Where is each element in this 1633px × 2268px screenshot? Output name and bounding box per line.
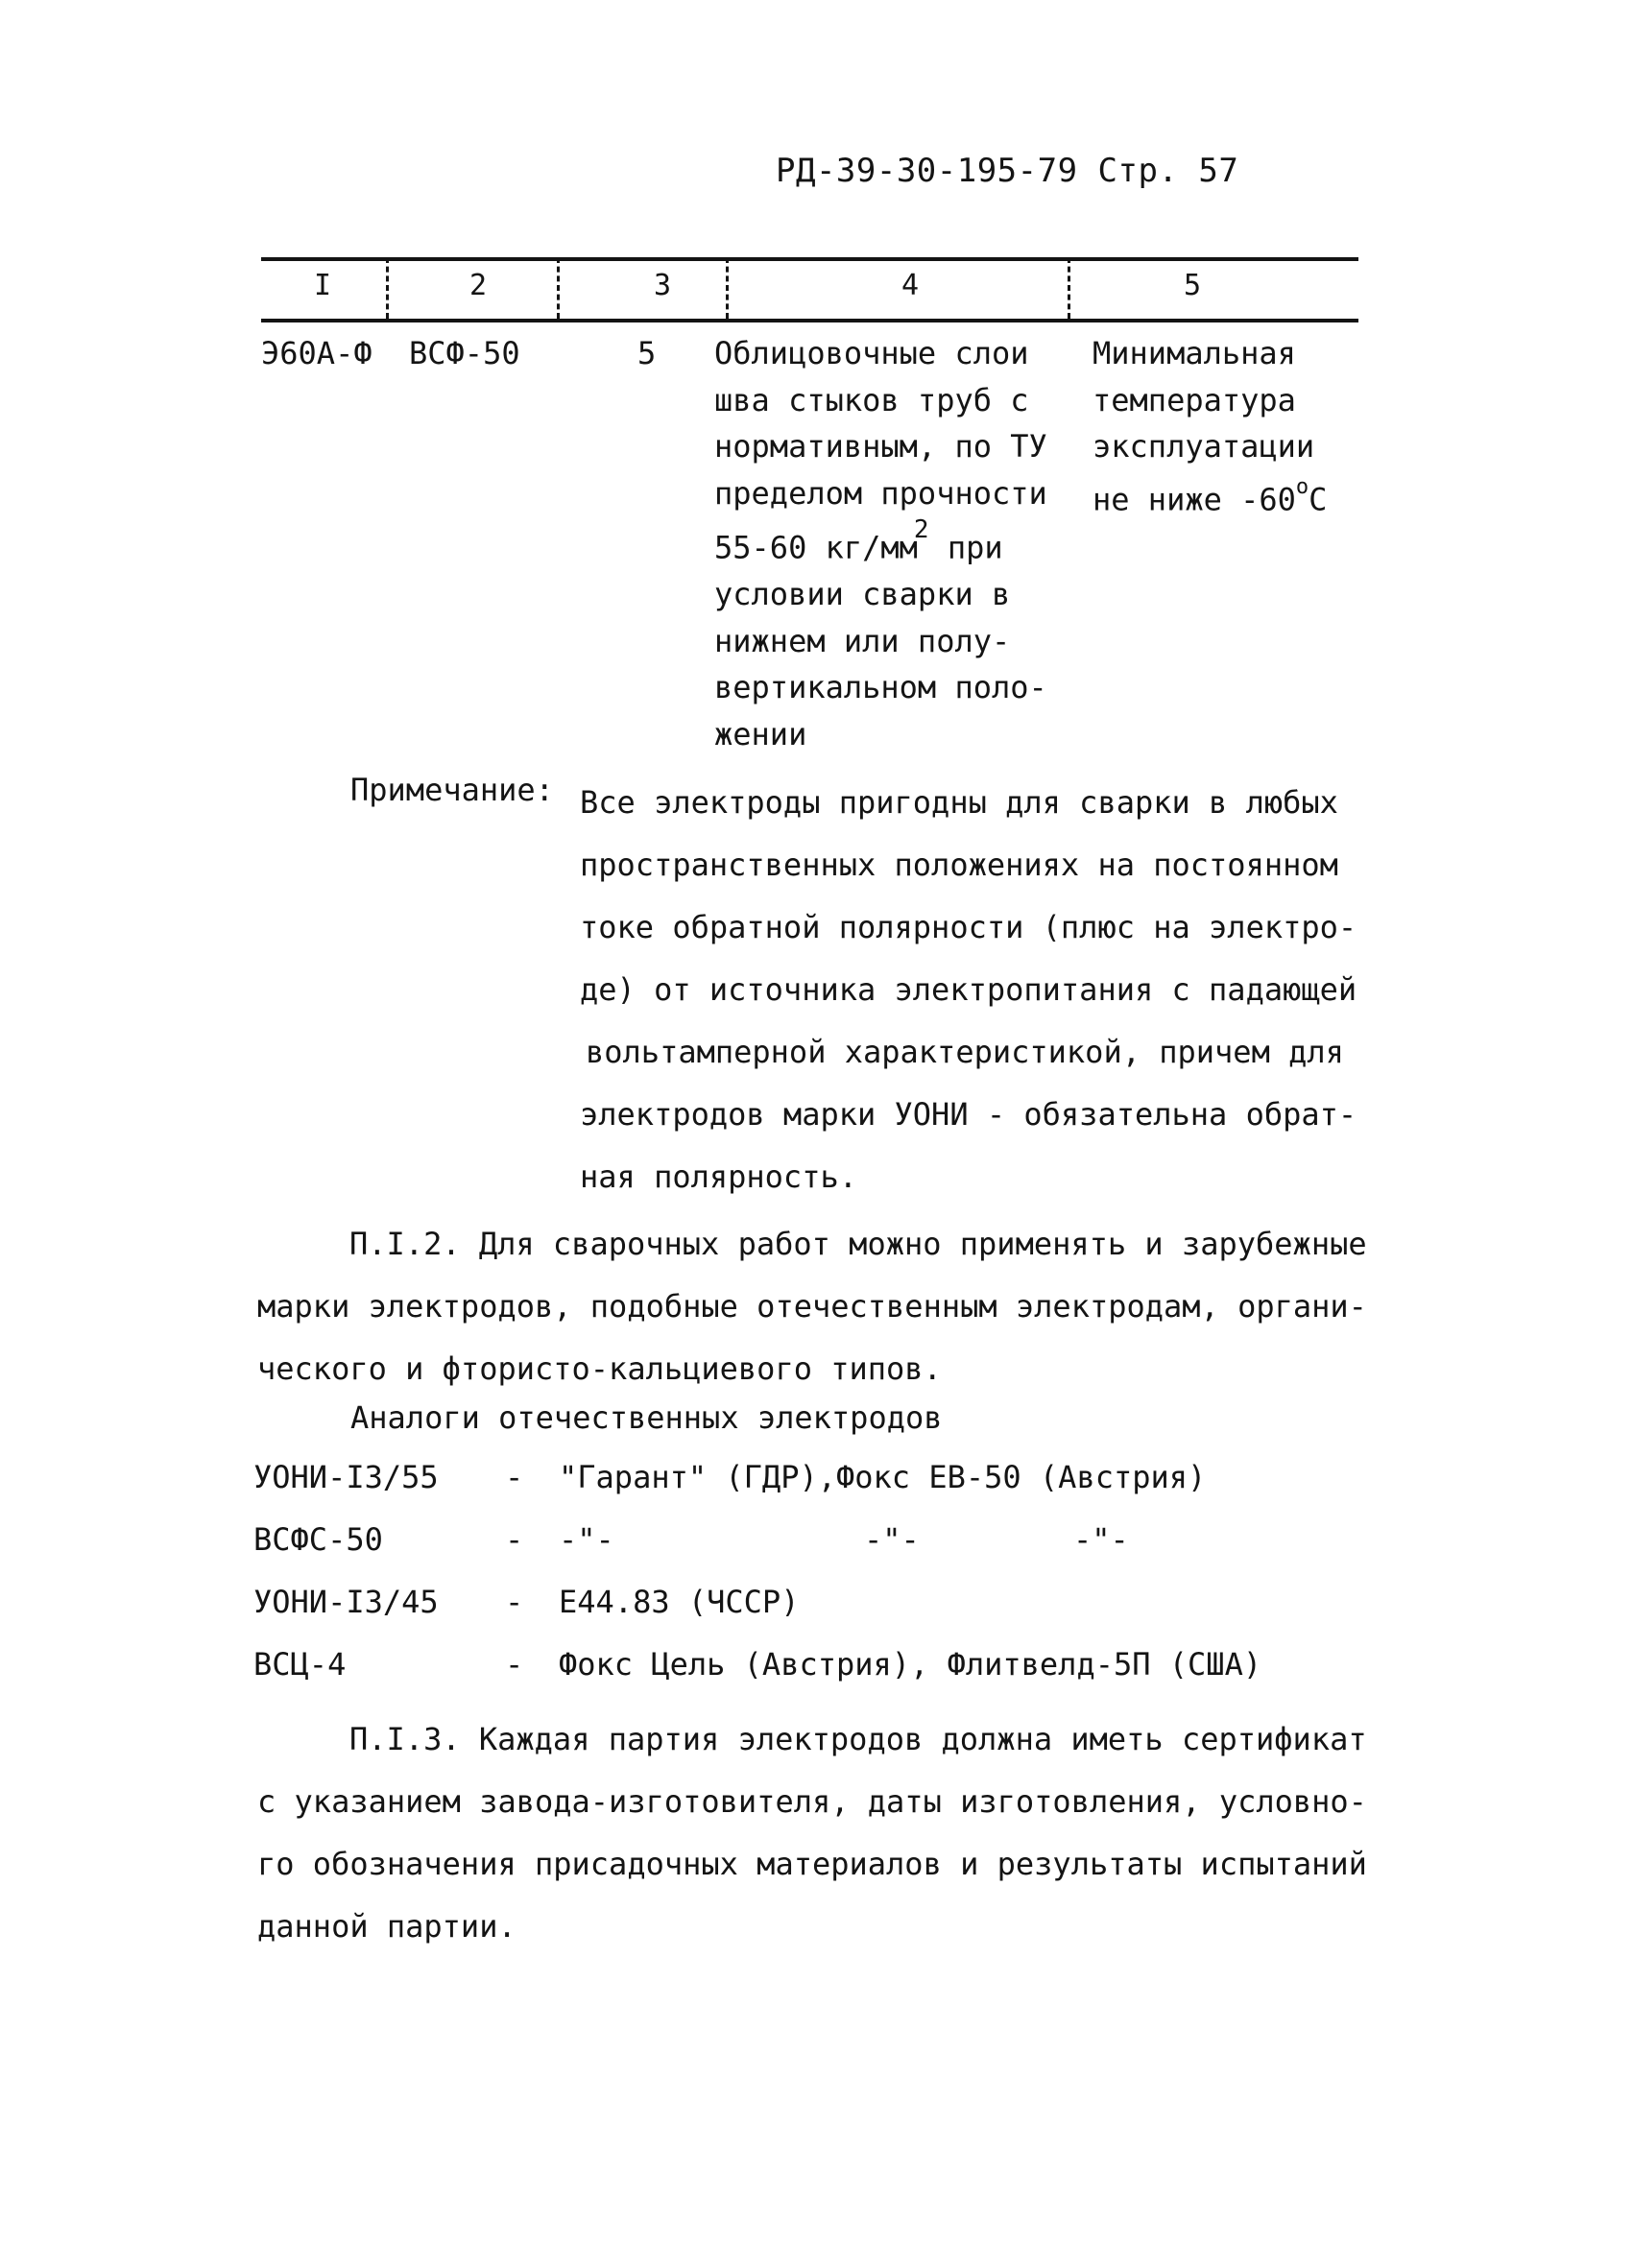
min-temperature: не ниже -60: [1093, 481, 1296, 518]
cell-purpose-line: вертикальном поло-: [714, 669, 1047, 706]
analog-dash: -: [505, 1584, 524, 1620]
paragraph-line: данной партии.: [257, 1908, 516, 1945]
analog-row: [253, 1646, 1357, 1708]
note-line: де) от источника электропитания с падающей: [580, 971, 1357, 1008]
col-divider: [557, 257, 560, 319]
analog-foreign-names: Фокс Цель (Австрия), Флитвелд-5П (США): [559, 1646, 1262, 1683]
paragraph-line: го обозначения присадочных материалов и результаты испытаний: [257, 1846, 1367, 1882]
analog-dash: -: [505, 1459, 524, 1495]
analog-domestic-name: ВСФС-50: [253, 1521, 383, 1558]
electrode-table: [261, 257, 1358, 756]
cell-electrode-brand: ВСФ-50: [409, 335, 520, 371]
analog-domestic-name: ВСЦ-4: [253, 1646, 347, 1683]
cell-remarks-line: эксплуатации: [1093, 428, 1315, 465]
analog-row: [253, 1584, 1357, 1646]
column-header-4: 4: [901, 269, 920, 302]
column-header-5: 5: [1183, 269, 1202, 302]
cell-purpose-line: нижнем или полу-: [714, 622, 1011, 659]
column-header-1: I: [313, 269, 332, 302]
table-top-rule: [261, 257, 1358, 261]
cell-purpose-line: Облицовочные слои: [714, 335, 1029, 371]
paragraph-1-1-3: [257, 1708, 1367, 1958]
analog-domestic-name: УОНИ-I3/55: [253, 1459, 439, 1495]
col-divider: [726, 257, 729, 319]
cell-purpose-line: жении: [714, 715, 807, 752]
paragraph-line: П.I.3. Каждая партия электродов должна иметь сертификат: [349, 1721, 1367, 1757]
note-line: ная полярность.: [580, 1158, 857, 1195]
cell-purpose-line: нормативным, по ТУ: [714, 428, 1047, 465]
cell-purpose-line: условии сварки в: [714, 576, 1011, 613]
paragraph-line: П.I.2. Для сварочных работ можно применять и зарубежные: [349, 1226, 1367, 1262]
col-divider: [386, 257, 389, 319]
cell-remarks-line-temp: [1093, 470, 1327, 523]
column-header-2: 2: [468, 269, 488, 302]
analog-dash: -: [505, 1646, 524, 1683]
degree-symbol: о: [1295, 474, 1309, 499]
analog-row: [253, 1521, 1357, 1584]
table-header-rule: [261, 319, 1358, 322]
col-divider: [1068, 257, 1070, 319]
ditto-mark: -"-: [559, 1521, 614, 1558]
note-line: токе обратной полярности (плюс на электро-: [580, 909, 1357, 945]
cell-diameter: 5: [637, 335, 657, 371]
paragraph-line: марки электродов, подобные отечественным электродам, органи-: [257, 1288, 1367, 1325]
ditto-mark: -"-: [1073, 1521, 1129, 1558]
temperature-unit: С: [1309, 481, 1328, 518]
cell-electrode-type: Э60А-Ф: [261, 335, 372, 371]
superscript-two: 2: [913, 515, 929, 544]
column-header-3: 3: [653, 269, 672, 302]
note-line: электродов марки УОНИ - обязательна обрат-: [580, 1096, 1357, 1133]
cell-purpose-line-strength: [714, 516, 1047, 571]
analog-row: [253, 1459, 1357, 1521]
cell-purpose: [714, 330, 1047, 757]
ditto-mark: -"-: [864, 1521, 920, 1558]
paragraph-line: с указанием завода-изготовителя, даты изготовления, условно-: [257, 1783, 1367, 1820]
paragraph-1-1-2: [257, 1213, 1367, 1400]
cell-remarks: [1093, 330, 1327, 523]
analog-foreign-names: "Гарант" (ГДР),Фокс ЕВ-50 (Австрия): [559, 1459, 1207, 1495]
analogs-title: Аналоги отечественных электродов: [350, 1399, 943, 1436]
analog-dash: -: [505, 1521, 524, 1558]
page-header: РД-39-30-195-79 Стр. 57: [776, 152, 1239, 190]
paragraph-line: ческого и фтористо-кальциевого типов.: [257, 1350, 942, 1387]
analog-foreign-names: Е44.83 (ЧССР): [559, 1584, 800, 1620]
note-line: пространственных положениях на постоянном: [580, 847, 1338, 883]
cell-purpose-line: пределом прочности: [714, 474, 1047, 512]
strength-suffix: при: [928, 529, 1003, 566]
cell-purpose-line: шва стыков труб с: [714, 381, 1029, 418]
cell-remarks-line: температура: [1093, 381, 1296, 418]
analog-domestic-name: УОНИ-I3/45: [253, 1584, 439, 1620]
note-line: вольтамперной характеристикой, причем для: [586, 1034, 1344, 1070]
note-line: Все электроды пригодны для сварки в любых: [580, 784, 1338, 821]
strength-value: 55-60 кг/мм: [714, 529, 918, 566]
cell-remarks-line: Минимальная: [1093, 335, 1296, 371]
note-label: Примечание:: [350, 772, 554, 808]
note-text: [580, 772, 1357, 1208]
